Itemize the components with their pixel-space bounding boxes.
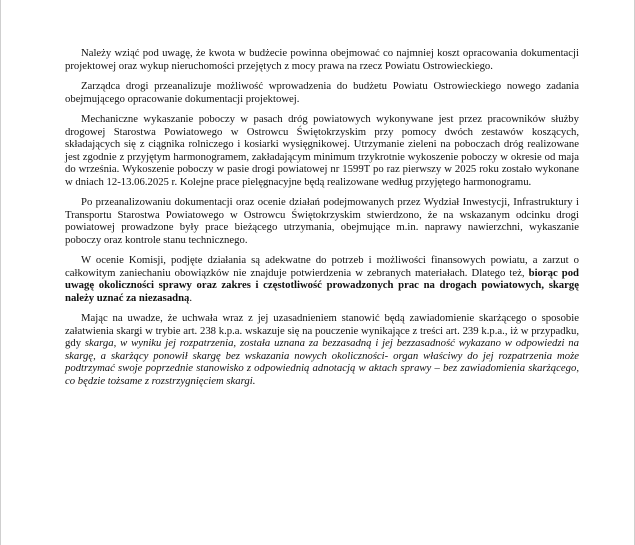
paragraph-budget-cost	[65, 47, 579, 72]
paragraph-text: Należy wziąć pod uwagę, że kwota w budżecie powinna obejmować co najmniej koszt opracowania dokumentacji projektowej oraz wykup nieruchomości przejętych z mocy prawa na rzecz Powiatu Ostrowieckiego.	[65, 47, 579, 72]
paragraph-documentation-review	[65, 196, 579, 246]
paragraph-legal-quote: skarga, w wyniku jej rozpatrzenia, została uznana za bezzasadną i jej bezzasadność wykazano w odpowiedzi na skargę, a skarżący ponowił skargę bez wskazania nowych okoliczności- organ właściwy do jej rozpatrzenia może podtrzymać swoje poprzednie stanowisko z odpowiednią adnotacją w aktach sprawy – bez zawiadomienia skarżącego, co będzie tożsame z rozstrzygnięciem skargi.	[65, 337, 579, 387]
document-body	[65, 47, 579, 395]
paragraph-commission-assessment	[65, 254, 579, 304]
paragraph-text: Po przeanalizowaniu dokumentacji oraz ocenie działań podejmowanych przez Wydział Inwestycji, Infrastruktury i Transportu Starostwa Powiatowego w Ostrowcu Świętokrzyskim stwierdzono, że na wskazanym odcinku drogi powiatowej prowadzone były prace bieżącego utrzymania, obejmujące m.in. naprawy nawierzchni, wykaszanie poboczy oraz kontrole stanu technicznego.	[65, 196, 579, 246]
paragraph-legal-notice	[65, 312, 579, 387]
paragraph-text: Mając na uwadze, że uchwała wraz z jej uzasadnieniem stanowić będą zawiadomienie skarżącego o sposobie załatwienia skargi w trybie art. 238 k.p.a. wskazuje się na pouczenie wynikające z treści art. 239 k.p.a., iż w przypadku, gdy	[65, 312, 579, 349]
paragraph-text: Zarządca drogi przeanalizuje możliwość wprowadzenia do budżetu Powiatu Ostrowieckiego nowego zadania obejmującego opracowanie dokumentacji projektowej.	[65, 80, 579, 105]
paragraph-road-manager	[65, 80, 579, 105]
paragraph-conclusion-bold: biorąc pod uwagę okoliczności sprawy oraz zakres i częstotliwość prowadzonych prac na drogach powiatowych, skargę należy uznać za niezasadną	[65, 266, 580, 304]
paragraph-text: Mechaniczne wykaszanie poboczy w pasach dróg powiatowych wykonywane jest przez pracowników służby drogowej Starostwa Powiatowego w Ostrowcu Świętokrzyskim przy pomocy dwóch zestawów koszących, składających się z ciągnika rolniczego i kosiarki wysięgnikowej. Utrzymanie zieleni na poboczach dróg realizowane jest zgodnie z przyjętym harmonogramem, zakładającym minimum trzykrotnie wykoszenie poboczy w okresie od maja do września. Wykoszenie poboczy w pasie drogi powiatowej nr 1599T po raz pierwszy w 2025 roku zostało wykonane w dniach 12-13.06.2025 r. Kolejne prace pielęgnacyjne będą realizowane według przyjętego harmonogramu.	[65, 113, 579, 188]
paragraph-text: .	[189, 291, 193, 304]
paragraph-mowing	[65, 113, 579, 188]
paragraph-text: W ocenie Komisji, podjęte działania są adekwatne do potrzeb i możliwości finansowych powiatu, a zarzut o całkowitym zaniechaniu obowiązków nie znajduje potwierdzenia w zebranych materiałach. Dlatego też,	[65, 254, 579, 279]
